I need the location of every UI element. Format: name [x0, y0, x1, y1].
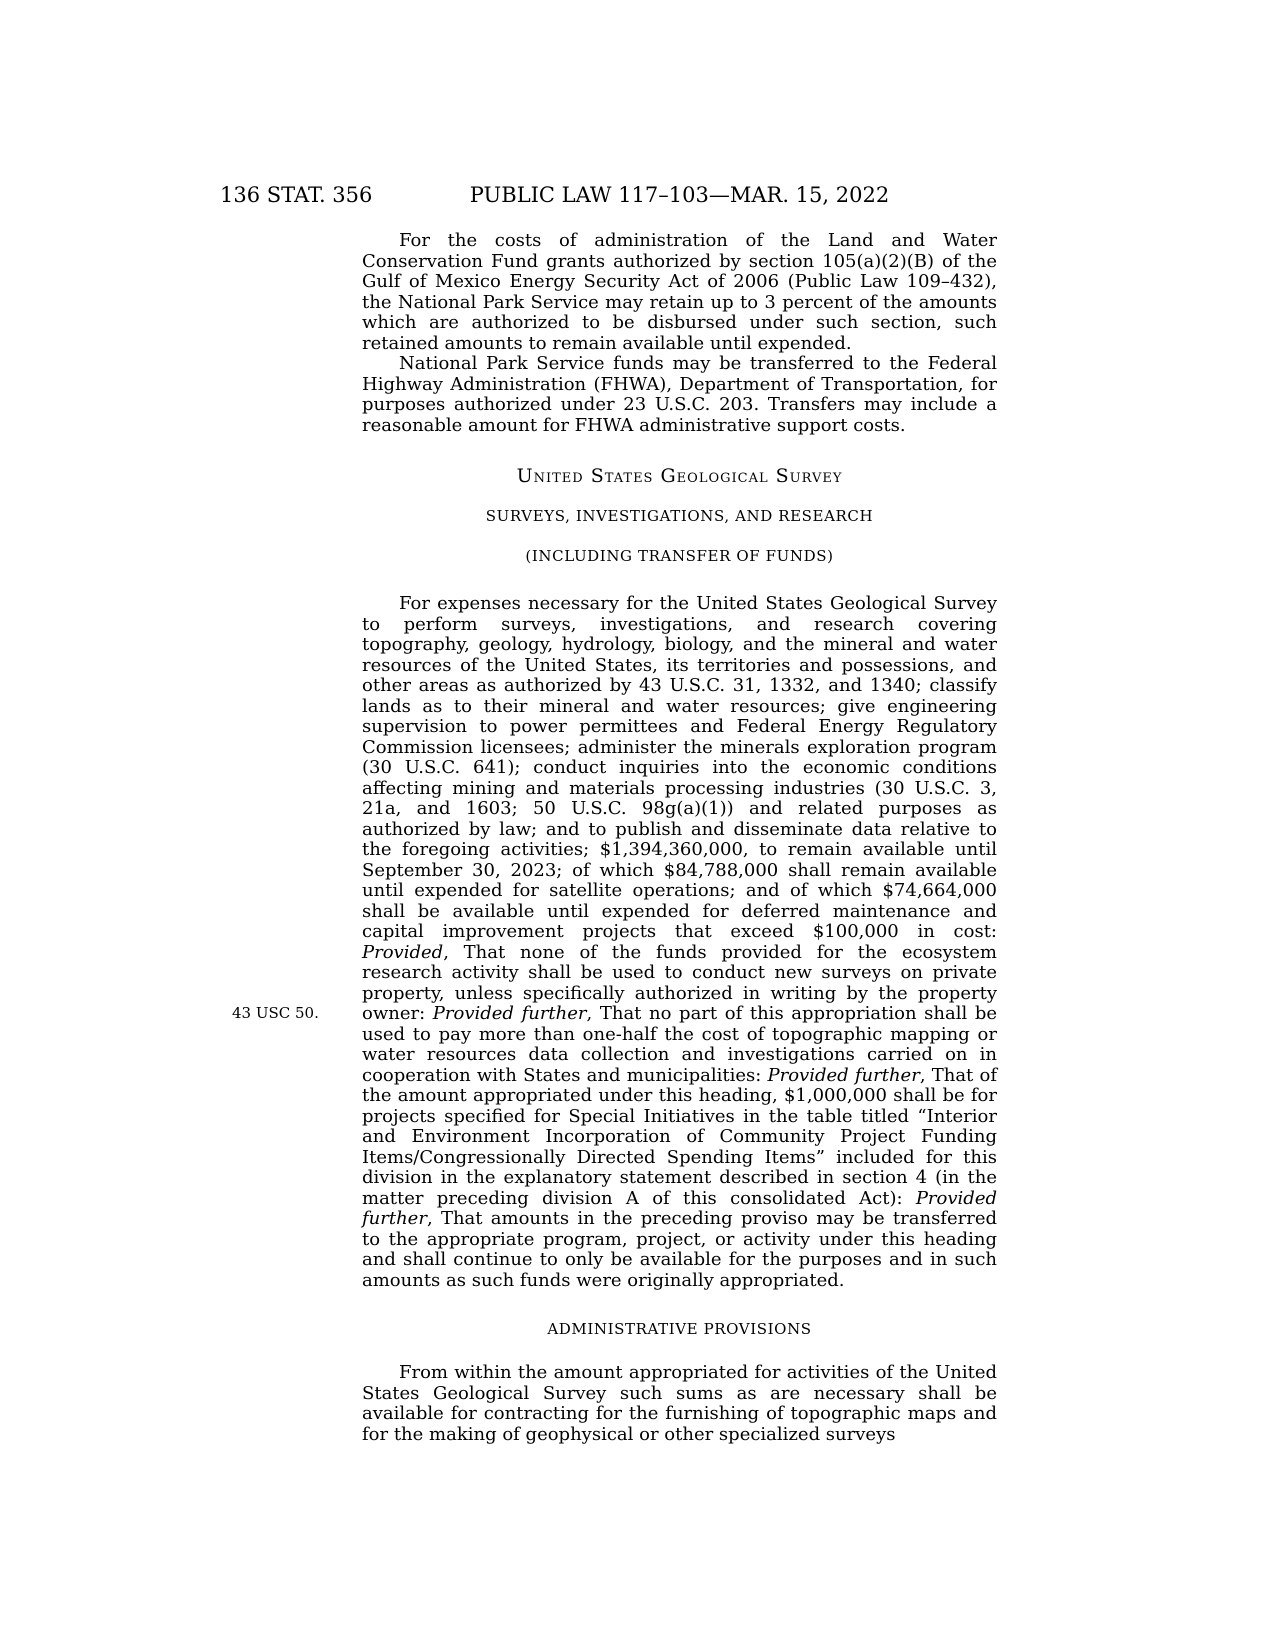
paragraph-nps-fhwa-transfer: National Park Service funds may be transferred to the Federal Highway Administration (FHWA), Department of Transportation, for purposes authorized under 23 U.S.C. 203. Transfers may include a reasonable amount for FHWA administrative support costs. — [362, 353, 997, 436]
paragraph-usgs-appropriation: For expenses necessary for the United States Geological Survey to perform surveys, investigations, and research covering topography, geology, hydrology, biology, and the mineral and water resources of the United States, its territories and possessions, and other areas as authorized by 43 U.S.C. 31, 1332, and 1340; classify lands as to their mineral and water resources; give engineering supervision to power permittees and Federal Energy Regulatory Commission licensees; administer the minerals exploration program (30 U.S.C. 641); conduct inquiries into the economic conditions affecting mining and materials processing industries (30 U.S.C. 3, 21a, and 1603; 50 U.S.C. 98g(a)(1)) and related purposes as authorized by law; and to publish and disseminate data relative to the foregoing activities; $1,394,360,000, to remain available until September 30, 2023; of which $84,788,000 shall remain available until expended for satellite operations; and of which $74,664,000 shall be available until expended for deferred maintenance and capital improvement projects that exceed $100,000 in cost: Provided, That none of the funds provided for the ecosystem research activity shall be used to conduct new surveys on private property, unless specifically authorized in writing by the property owner: Provided further, That no part of this appropriation shall be used to pay more than one-half the cost of topographic mapping or water resources data collection and investigations carried on in cooperation with States and municipalities: Provided further, That of the amount appropriated under this heading, $1,000,000 shall be for projects specified for Special Initiatives in the table titled “Interior and Environment Incorporation of Community Project Funding Items/Congressionally Directed Spending Items” included for this division in the explanatory statement described in section 4 (in the matter preceding division A of this consolidated Act): Provided further, That amounts in the preceding proviso may be transferred to the appropriate program, project, or activity under this heading and shall continue to only be available for the purposes and in such amounts as such funds were originally appropriated. — [362, 593, 998, 1291]
paragraph-lwcf-administration: For the costs of administration of the Land and Water Conservation Fund grants authorized by section 105(a)(2)(B) of the Gulf of Mexico Energy Security Act of 2006 (Public Law 109–432), the National Park Service may retain up to 3 percent of the amounts which are authorized to be disbursed under such section, such retained amounts to remain available until expended. — [362, 230, 997, 354]
paragraph-administrative-provisions: From within the amount appropriated for activities of the United States Geological Survey such sums as are necessary shall be available for contracting for the furnishing of topographic maps and for the making of geophysical or other specialized surveys — [362, 1362, 997, 1445]
heading-transfer-of-funds: (INCLUDING TRANSFER OF FUNDS) — [525, 547, 834, 565]
margin-note-usc-citation: 43 USC 50. — [232, 1004, 319, 1022]
heading-account-surveys: SURVEYS, INVESTIGATIONS, AND RESEARCH — [485, 507, 874, 525]
law-title: PUBLIC LAW 117–103—MAR. 15, 2022 — [469, 183, 890, 207]
stat-page-number: 136 STAT. 356 — [220, 183, 373, 207]
page-body — [362, 231, 997, 1445]
heading-administrative-provisions: ADMINISTRATIVE PROVISIONS — [547, 1320, 812, 1338]
heading-agency-usgs: United States Geological Survey — [516, 465, 843, 487]
